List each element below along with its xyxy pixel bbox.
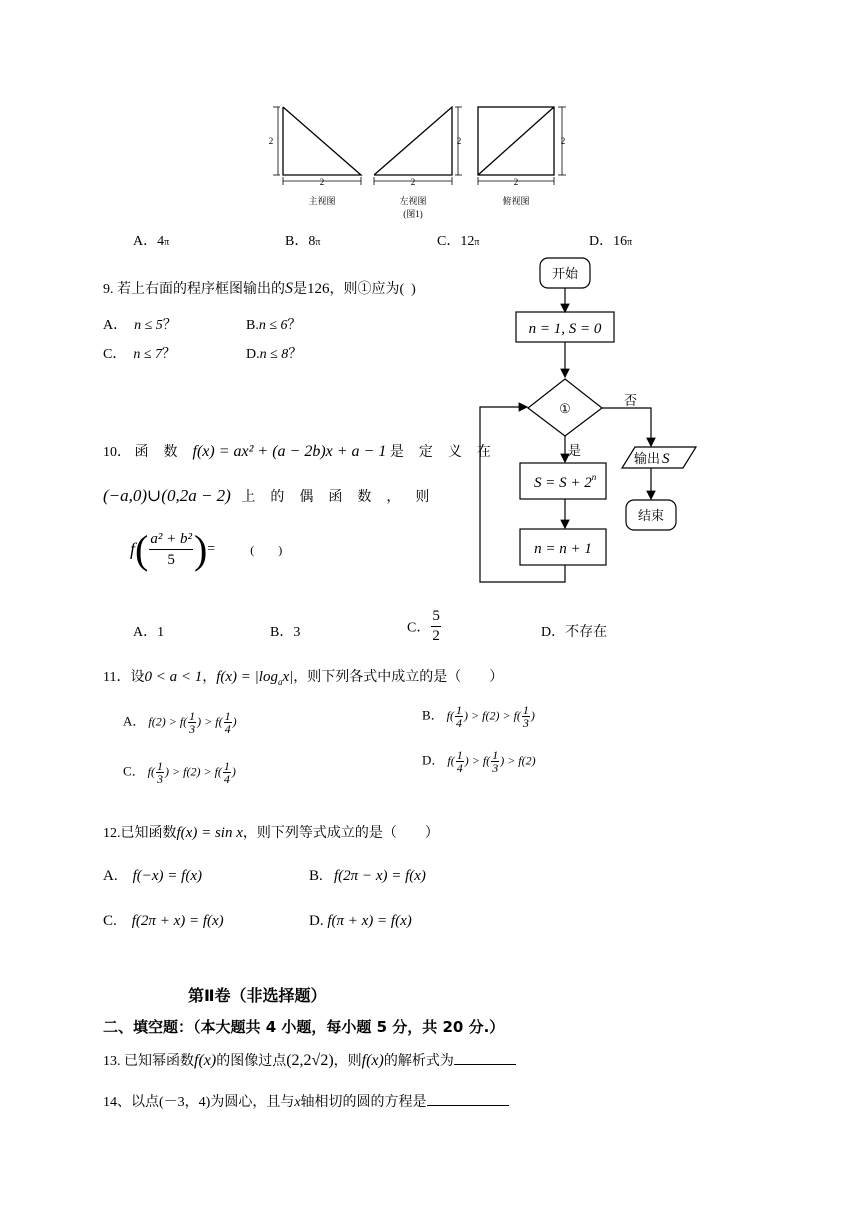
q14-stem: 14、以点(－3，4)为圆心，且与x轴相切的圆的方程是 (103, 1091, 509, 1111)
q10-line1: 10． 函数f(x) = ax² + (a − 2b)x + a − 1 是定义在 (103, 443, 506, 460)
q11-stem: 11．设0 < a < 1，$f(x) = |\log_ax|$，则下列各式中成立的是（ ） (103, 669, 504, 687)
flowchart (470, 252, 710, 592)
left-view-triangle (374, 107, 452, 175)
q10-option-d: D．不存在 (541, 625, 608, 640)
left-view-height: 2 (456, 136, 462, 146)
q12-stem: 12.已知函数f(x) = sin x，则下列等式成立的是（ ） (103, 825, 439, 841)
q12-option-d: D. f(π + x) = f(x) (309, 913, 412, 929)
main-view-width: 2 (319, 177, 325, 187)
main-view-height: 2 (268, 136, 274, 146)
figure-label: (图1) (403, 209, 423, 219)
q9-option-d: D.n ≤ 8？ (246, 347, 303, 362)
flow-update-s-label: $S = S + 2^n$ (534, 472, 597, 491)
q8-option-b: B．8π (285, 234, 321, 249)
flow-output-label: 输出 S (634, 451, 670, 467)
flow-yes-label: 是 (568, 443, 582, 458)
q14-answer-blank[interactable] (427, 1105, 509, 1106)
q11-option-c: C． f( $\frac{1}{3}$ ) > f(2) > f( $\frac{1}{4}$ ) (123, 759, 236, 786)
q10-line2: (−a,0)∪(0,2a − 2) 上的偶函数，则 (103, 486, 445, 505)
flow-end-label: 结束 (637, 508, 665, 523)
three-views-figure (262, 100, 582, 225)
q10-option-a: A．1 (133, 625, 165, 640)
q11-option-d: D． f( $\frac{1}{4}$ ) > f( $\frac{1}{3}$ ) > f(2) (422, 748, 536, 775)
q12-option-c: C. f(2π + x) = f(x) (103, 913, 224, 929)
q8-option-a: A．4π (133, 234, 170, 249)
q11-option-b: B． f( $\frac{1}{4}$ ) > f(2) > f( $\frac{1}{3}$ ) (422, 703, 535, 730)
flow-condition-label: ① (559, 401, 571, 416)
q10-option-c: C． $\frac{5}{2}$ (407, 608, 440, 644)
fill-in-heading: 二、填空题：（本大题共 4 小题，每小题 5 分，共 20 分.） (103, 1018, 505, 1036)
q11-option-a: A． f(2) > f( $\frac{1}{3}$ ) > f( $\frac{1}{4}$ ) (123, 709, 237, 736)
left-view-label: 左视图 (399, 196, 427, 206)
top-view-width: 2 (513, 177, 519, 187)
q9-option-a: A． n ≤ 5？ (103, 318, 177, 333)
flow-no-label: 否 (624, 393, 638, 408)
left-view-width: 2 (410, 177, 416, 187)
q8-option-c: C．12π (437, 234, 480, 249)
section2-title: 第Ⅱ卷（非选择题） (188, 986, 327, 1005)
top-view-height: 2 (560, 136, 566, 146)
top-view-label: 俯视图 (502, 196, 530, 206)
main-view-label: 主视图 (308, 196, 336, 206)
q9-stem: 9. 若上右面的程序框图输出的S是126，则①应为( ) (103, 280, 416, 297)
q12-option-b: B. f(2π − x) = f(x) (309, 868, 426, 884)
q10-line3: f( $\frac{\text{a² + b²}}{5}$ )= ( ) (130, 527, 283, 572)
main-view-triangle (283, 107, 361, 175)
q10-option-b: B．3 (270, 625, 301, 640)
q12-option-a: A. f(−x) = f(x) (103, 868, 202, 884)
flow-init-label: n = 1, S = 0 (528, 321, 602, 337)
q9-option-b: B.n ≤ 6？ (246, 318, 302, 333)
q13-stem: 13. 已知幂函数f(x)的图像过点(2,2√2)，则f(x)的解析式为 (103, 1050, 516, 1070)
q13-answer-blank[interactable] (454, 1064, 516, 1065)
flow-update-n-label: n = n + 1 (534, 541, 592, 557)
q8-option-d: D．16π (589, 234, 633, 249)
q9-option-c: C． n ≤ 7？ (103, 347, 177, 362)
flow-start-label: 开始 (551, 266, 579, 281)
